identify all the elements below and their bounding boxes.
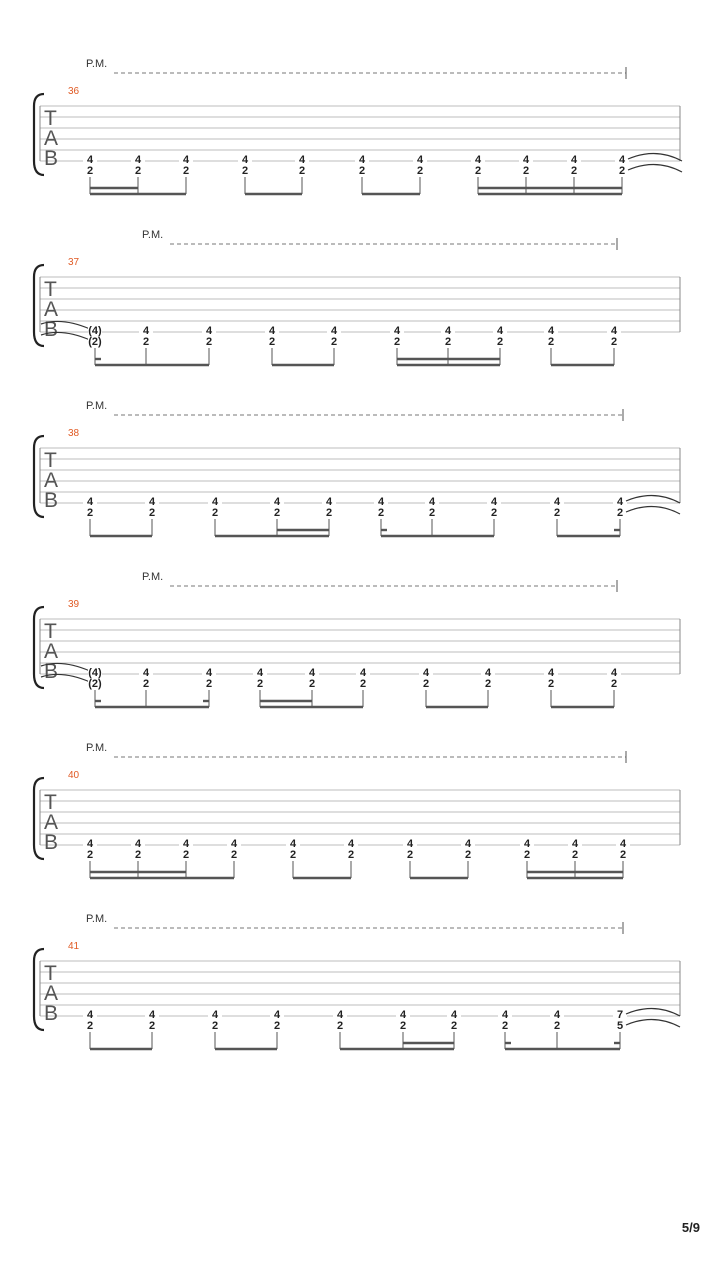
page-number: 5/9 (681, 1220, 700, 1235)
fret-number: 2 (205, 336, 213, 348)
fret-number: 2 (464, 849, 472, 861)
tab-letter: T (44, 278, 57, 301)
fret-number: 2 (330, 336, 338, 348)
fret-number: 4 (490, 496, 498, 508)
fret-number: 2 (571, 849, 579, 861)
fret-number: 4 (571, 838, 579, 850)
fret-number: 2 (273, 507, 281, 519)
fret-number: 4 (86, 496, 94, 508)
palm-mute-label: P.M. (86, 742, 108, 754)
fret-number: 4 (86, 1009, 94, 1021)
fret-number: 4 (547, 325, 555, 337)
fret-number: 2 (501, 1020, 509, 1032)
fret-number: (2) (88, 336, 102, 348)
tab-letter: A (44, 811, 59, 834)
fret-number: 2 (298, 165, 306, 177)
tab-letter: A (44, 298, 59, 321)
fret-number: 4 (610, 667, 618, 679)
fret-number: 4 (444, 325, 452, 337)
fret-number: 4 (256, 667, 264, 679)
palm-mute-label: P.M. (86, 58, 108, 70)
tab-letter: B (44, 147, 59, 170)
fret-number: 4 (553, 496, 561, 508)
fret-number: 4 (182, 154, 190, 166)
fret-number: 2 (553, 507, 561, 519)
fret-number: 2 (256, 678, 264, 690)
tab-letter: T (44, 620, 57, 643)
palm-mute-label: P.M. (86, 400, 108, 412)
fret-number: (4) (88, 667, 102, 679)
fret-number: 4 (330, 325, 338, 337)
fret-number: 4 (377, 496, 385, 508)
fret-number: 2 (377, 507, 385, 519)
fret-number: (4) (88, 325, 102, 337)
fret-number: 2 (268, 336, 276, 348)
fret-number: 4 (182, 838, 190, 850)
fret-number: 2 (484, 678, 492, 690)
fret-number: 2 (496, 336, 504, 348)
fret-number: 4 (325, 496, 333, 508)
fret-number: 2 (523, 849, 531, 861)
fret-number: 4 (86, 838, 94, 850)
fret-number: 4 (406, 838, 414, 850)
tie-arc (628, 153, 682, 161)
fret-number: 4 (148, 496, 156, 508)
fret-number: 2 (182, 849, 190, 861)
fret-number: 4 (230, 838, 238, 850)
fret-number: 2 (406, 849, 414, 861)
fret-number: 4 (474, 154, 482, 166)
fret-number: 4 (422, 667, 430, 679)
tab-letter: T (44, 791, 57, 814)
fret-number: 2 (86, 1020, 94, 1032)
fret-number: 4 (570, 154, 578, 166)
fret-number: 4 (273, 496, 281, 508)
fret-number: 4 (358, 154, 366, 166)
fret-number: 2 (428, 507, 436, 519)
fret-number: 2 (142, 678, 150, 690)
fret-number: 2 (205, 678, 213, 690)
fret-number: 4 (553, 1009, 561, 1021)
fret-number: 4 (211, 496, 219, 508)
measure-number: 40 (68, 770, 80, 781)
fret-number: 4 (298, 154, 306, 166)
fret-number: 2 (86, 507, 94, 519)
fret-number: 2 (522, 165, 530, 177)
fret-number: 4 (205, 325, 213, 337)
fret-number: 4 (464, 838, 472, 850)
fret-number: 4 (308, 667, 316, 679)
fret-number: 4 (522, 154, 530, 166)
fret-number: 2 (211, 507, 219, 519)
fret-number: 2 (148, 507, 156, 519)
fret-number: 4 (618, 154, 626, 166)
fret-number: 4 (134, 838, 142, 850)
fret-number: 2 (347, 849, 355, 861)
fret-number: 4 (359, 667, 367, 679)
fret-number: 4 (336, 1009, 344, 1021)
fret-number: 2 (553, 1020, 561, 1032)
fret-number: 4 (347, 838, 355, 850)
fret-number: 2 (490, 507, 498, 519)
tab-letter: B (44, 660, 59, 683)
tie-arc (626, 1019, 680, 1027)
fret-number: 4 (142, 667, 150, 679)
fret-number: 4 (268, 325, 276, 337)
fret-number: 4 (393, 325, 401, 337)
palm-mute-label: P.M. (142, 571, 164, 583)
tab-letter: T (44, 962, 57, 985)
fret-number: 2 (86, 849, 94, 861)
fret-number: 7 (616, 1009, 624, 1021)
palm-mute-label: P.M. (86, 913, 108, 925)
fret-number: 4 (610, 325, 618, 337)
fret-number: 4 (501, 1009, 509, 1021)
tab-letter: B (44, 489, 59, 512)
fret-number: 4 (523, 838, 531, 850)
fret-number: 2 (610, 678, 618, 690)
fret-number: 2 (619, 849, 627, 861)
fret-number: 4 (211, 1009, 219, 1021)
tab-letter: A (44, 982, 59, 1005)
measure-number: 39 (68, 599, 80, 610)
tab-letter: A (44, 127, 59, 150)
fret-number: 2 (230, 849, 238, 861)
fret-number: 2 (325, 507, 333, 519)
fret-number: 2 (618, 165, 626, 177)
fret-number: 5 (616, 1020, 624, 1032)
tie-arc (626, 495, 680, 503)
tie-arc (626, 1008, 680, 1016)
tie-arc (628, 164, 682, 172)
fret-number: 2 (134, 849, 142, 861)
fret-number: 2 (241, 165, 249, 177)
tab-letter: T (44, 107, 57, 130)
fret-number: 2 (289, 849, 297, 861)
fret-number: 4 (428, 496, 436, 508)
fret-number: 2 (358, 165, 366, 177)
fret-number: 4 (134, 154, 142, 166)
fret-number: 2 (182, 165, 190, 177)
fret-number: 2 (211, 1020, 219, 1032)
fret-number: 2 (610, 336, 618, 348)
fret-number: 4 (450, 1009, 458, 1021)
fret-number: 4 (148, 1009, 156, 1021)
fret-number: 2 (359, 678, 367, 690)
fret-number: 2 (86, 165, 94, 177)
measure-number: 36 (68, 86, 80, 97)
fret-number: 2 (142, 336, 150, 348)
fret-number: 4 (496, 325, 504, 337)
fret-number: 4 (86, 154, 94, 166)
fret-number: (2) (88, 678, 102, 690)
measure-number: 41 (68, 941, 80, 952)
measure-number: 37 (68, 257, 80, 268)
fret-number: 4 (205, 667, 213, 679)
tab-letter: A (44, 640, 59, 663)
fret-number: 4 (399, 1009, 407, 1021)
tie-arc (626, 506, 680, 514)
fret-number: 2 (422, 678, 430, 690)
fret-number: 2 (416, 165, 424, 177)
measure-number: 38 (68, 428, 80, 439)
tab-letter: B (44, 1002, 59, 1025)
tab-letter: B (44, 831, 59, 854)
fret-number: 2 (570, 165, 578, 177)
fret-number: 2 (148, 1020, 156, 1032)
fret-number: 2 (474, 165, 482, 177)
fret-number: 2 (393, 336, 401, 348)
tab-letter: A (44, 469, 59, 492)
fret-number: 4 (142, 325, 150, 337)
fret-number: 2 (547, 678, 555, 690)
fret-number: 4 (616, 496, 624, 508)
fret-number: 2 (399, 1020, 407, 1032)
fret-number: 4 (289, 838, 297, 850)
fret-number: 4 (241, 154, 249, 166)
fret-number: 4 (619, 838, 627, 850)
fret-number: 4 (547, 667, 555, 679)
fret-number: 2 (273, 1020, 281, 1032)
fret-number: 4 (416, 154, 424, 166)
fret-number: 2 (444, 336, 452, 348)
fret-number: 4 (273, 1009, 281, 1021)
tab-letter: T (44, 449, 57, 472)
fret-number: 2 (134, 165, 142, 177)
fret-number: 2 (336, 1020, 344, 1032)
fret-number: 2 (616, 507, 624, 519)
palm-mute-label: P.M. (142, 229, 164, 241)
fret-number: 2 (547, 336, 555, 348)
tab-letter: B (44, 318, 59, 341)
fret-number: 4 (484, 667, 492, 679)
fret-number: 2 (308, 678, 316, 690)
fret-number: 2 (450, 1020, 458, 1032)
